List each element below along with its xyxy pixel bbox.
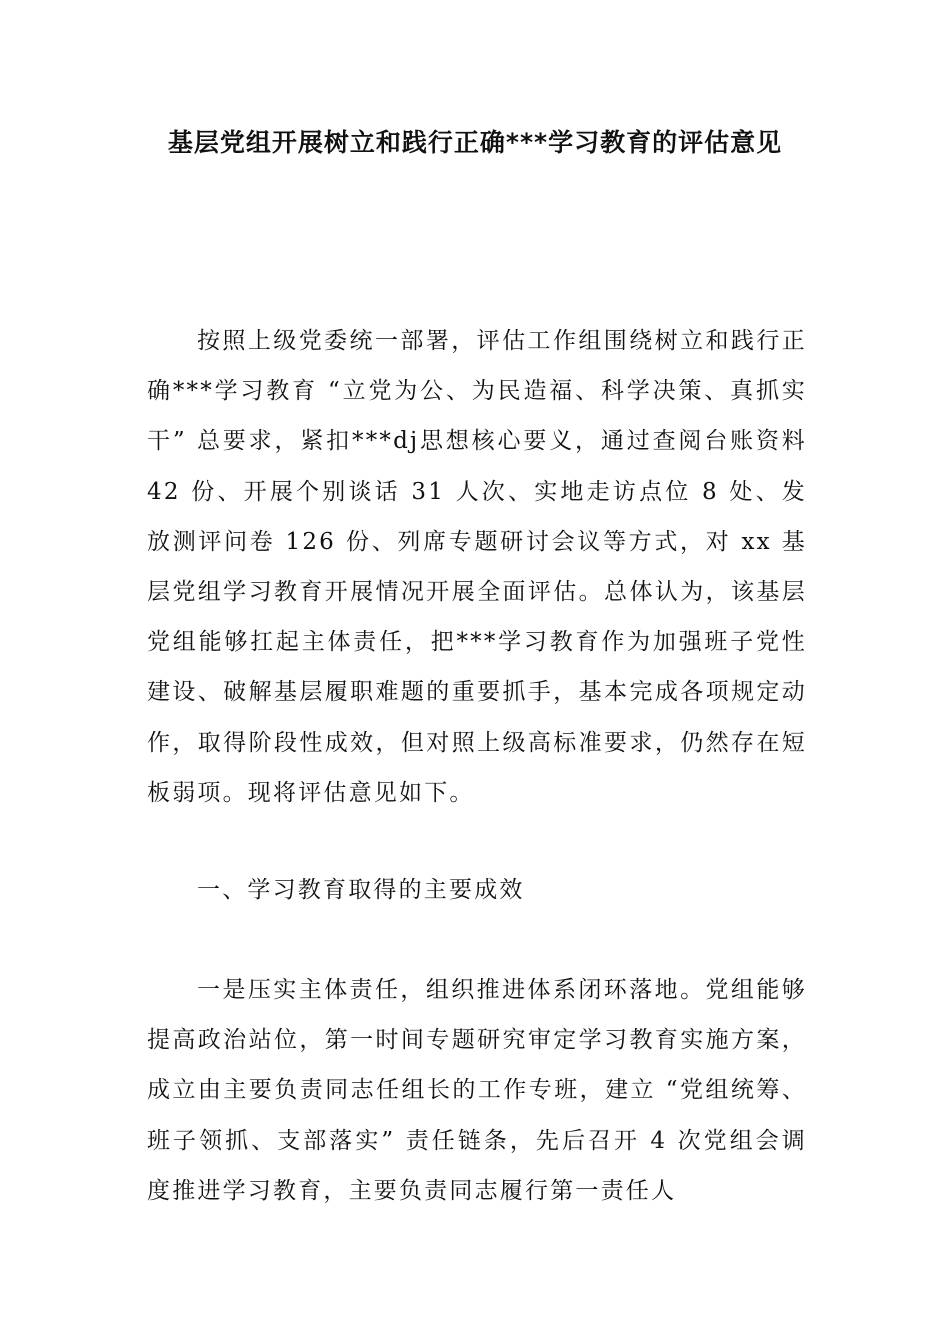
section-heading: 一、学习教育取得的主要成效: [197, 877, 525, 903]
section-paragraph: 一是压实主体责任，组织推进体系闭环落地。党组能够提高政治站位，第一时间专题研究审定学习教育实施方案，成立由主要负责同志任组长的工作专班，建立 “党组统筹、班子领抓、支部落实” 责任链条，先后召开 4 次党组会调度推进学习教育，主要负责同志履行第一责任人: [147, 977, 807, 1204]
document-title: 基层党组开展树立和践行正确***学习教育的评估意见: [167, 128, 783, 157]
intro-paragraph: 按照上级党委统一部署，评估工作组围绕树立和践行正确***学习教育 “立党为公、为民造福、科学决策、真抓实干” 总要求，紧扣***dj思想核心要义，通过查阅台账资料 42 份、开展个别谈话 31 人次、实地走访点位 8 处、发放测评问卷 126 份、列席专题研讨会议等方式，对 xx 基层党组学习教育开展情况开展全面评估。总体认为，该基层党组能够扛起主体责任，把***学习教育作为加强班子党性建设、破解基层履职难题的重要抓手，基本完成各项规定动作，取得阶段性成效，但对照上级高标准要求，仍然存在短板弱项。现将评估意见如下。: [147, 328, 807, 806]
